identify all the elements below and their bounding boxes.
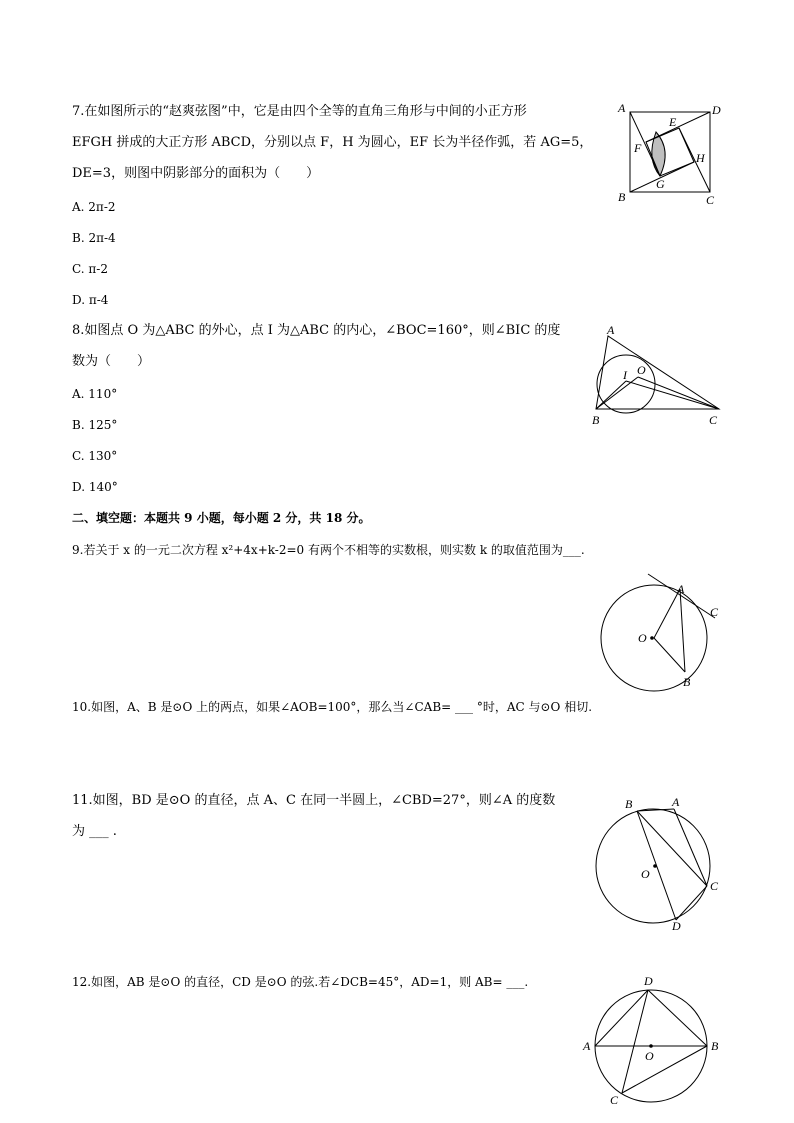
q11-line1: 11.如图，BD 是⊙O 的直径，点 A、C 在同一半圆上，∠CBD=27°，则∠A 的度数 [72, 793, 556, 808]
fig-label-e: E [669, 115, 677, 129]
circle-o [596, 809, 710, 923]
center-dot [653, 864, 657, 868]
fig-label-a: A [618, 101, 626, 115]
fig-label-o: O [645, 1049, 654, 1063]
fig-label-c: C [706, 193, 715, 207]
fig-label-a: A [583, 1039, 591, 1053]
fig-label-c: C [709, 413, 718, 427]
q8-option-c: C. 130° [72, 449, 118, 463]
fig-label-o: O [641, 867, 650, 881]
q7-line2: EFGH 拼成的大正方形 ABCD，分别以点 F，H 为圆心，EF 长为半径作弧，若 AG=5， [72, 135, 593, 150]
fig-label-b: B [618, 190, 626, 204]
fig-label-a: A [677, 582, 685, 596]
fig-label-i: I [623, 368, 627, 382]
fig-label-c: C [710, 605, 719, 619]
q7-option-b: B. 2π-4 [72, 231, 116, 245]
q8-option-b: B. 125° [72, 418, 118, 432]
q12-text: 12.如图，AB 是⊙O 的直径，CD 是⊙O 的弦.若∠DCB=45°，AD=1，则 AB= ___. [72, 975, 529, 989]
fig-label-b: B [683, 675, 691, 689]
q8-triangle-figure [588, 320, 728, 432]
fig-label-o: O [638, 631, 647, 645]
center-dot [650, 636, 654, 640]
q10-circle-figure [596, 572, 726, 694]
q7-option-d: D. π-4 [72, 293, 109, 307]
q8-option-d: D. 140° [72, 480, 118, 494]
fig-label-c: C [610, 1093, 619, 1107]
fig-label-f: F [634, 141, 642, 155]
fig-label-a: A [607, 323, 615, 337]
q11-line2: 为 ___ . [72, 824, 117, 839]
fig-label-h: H [696, 151, 705, 165]
fig-label-b: B [625, 797, 633, 811]
q7-option-a: A. 2π-2 [72, 200, 116, 214]
q11-circle-figure [590, 792, 725, 934]
fig-label-d: D [644, 974, 653, 988]
fig-label-g: G [656, 177, 665, 191]
q12-circle-figure [578, 970, 728, 1110]
triangle-abc [596, 336, 719, 409]
q7-zhaoshuang-figure [612, 100, 730, 210]
fig-label-b: B [711, 1039, 719, 1053]
fig-label-b: B [592, 413, 600, 427]
incircle [597, 355, 655, 413]
q8-line1: 8.如图点 O 为△ABC 的外心，点 I 为△ABC 的内心，∠BOC=160°，则∠BIC 的度 [72, 323, 561, 338]
q9-text: 9.若关于 x 的一元二次方程 x²+4x+k-2=0 有两个不相等的实数根，则实数 k 的取值范围为___. [72, 543, 585, 557]
q8-line2: 数为（ ） [72, 354, 151, 369]
q8-option-a: A. 110° [72, 387, 118, 401]
section-2-heading: 二、填空题：本题共 9 小题，每小题 2 分，共 18 分。 [72, 511, 371, 525]
q7-line1: 7.在如图所示的“赵爽弦图”中，它是由四个全等的直角三角形与中间的小正方形 [72, 104, 527, 119]
fig-label-d: D [672, 919, 681, 933]
q7-line3: DE=3，则图中阴影部分的面积为（ ） [72, 166, 320, 181]
fig-label-c: C [710, 879, 719, 893]
center-dot [649, 1044, 653, 1048]
fig-label-d: D [712, 103, 721, 117]
q10-text: 10.如图，A、B 是⊙O 上的两点，如果∠AOB=100°，那么当∠CAB= ___ °时，AC 与⊙O 相切. [72, 700, 593, 714]
fig-label-o: O [637, 363, 646, 377]
fig-label-a: A [672, 795, 680, 809]
q7-option-c: C. π-2 [72, 262, 108, 276]
